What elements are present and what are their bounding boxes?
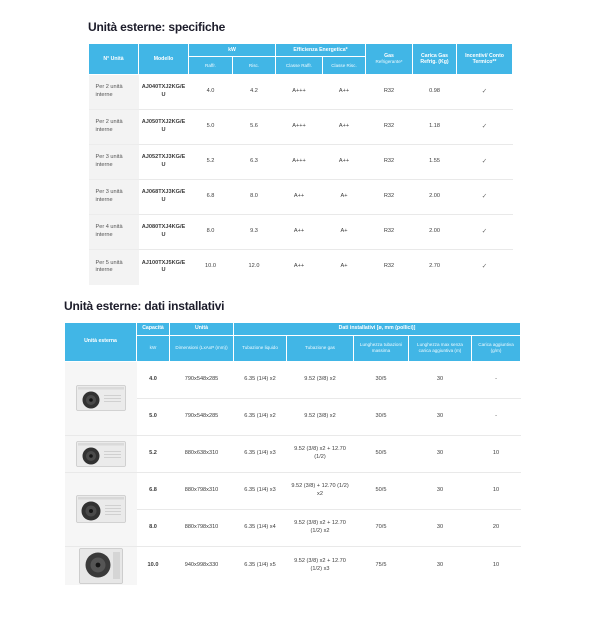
kw-heating-value: 12.0 bbox=[233, 250, 276, 285]
page-title-specs: Unità esterne: specifiche bbox=[88, 20, 226, 34]
outdoor-unit-image bbox=[79, 547, 123, 585]
row-label: Per 2 unità interne bbox=[89, 110, 139, 145]
table-row bbox=[65, 472, 521, 509]
max-length-value: 30/5 bbox=[354, 361, 409, 398]
additional-charge-value: - bbox=[472, 361, 521, 398]
header-additional-charge: Carica aggiuntiva (g/m) bbox=[478, 342, 514, 353]
max-length-no-charge-value: 30 bbox=[409, 546, 472, 585]
kw-heating-value: 8.0 bbox=[233, 180, 276, 215]
class-cooling-value: A+++ bbox=[276, 145, 323, 180]
table-row bbox=[89, 145, 513, 180]
table-row bbox=[89, 75, 513, 110]
specs-table-header bbox=[89, 44, 513, 75]
outdoor-unit-photo-cell bbox=[65, 361, 137, 435]
capacity-value: 10.0 bbox=[137, 546, 170, 585]
max-length-no-charge-value: 30 bbox=[409, 435, 472, 472]
additional-charge-value: - bbox=[472, 398, 521, 435]
outdoor-unit-image bbox=[76, 439, 126, 469]
header-gas-line1: Gas bbox=[384, 52, 394, 59]
max-length-value: 50/5 bbox=[354, 472, 409, 509]
kw-cooling-value: 8.0 bbox=[189, 215, 233, 250]
model-code: AJ068TXJ3KG/EU bbox=[139, 180, 189, 215]
check-icon: ✓ bbox=[457, 215, 513, 250]
class-cooling-value: A++ bbox=[276, 250, 323, 285]
row-label: Per 3 unità interne bbox=[89, 180, 139, 215]
additional-charge-value: 10 bbox=[472, 546, 521, 585]
gas-pipe-value: 9.52 (3/8) x2 + 12.70 (1/2) bbox=[287, 435, 354, 472]
model-code: AJ050TXJ2KG/EU bbox=[139, 110, 189, 145]
charge-value: 1.55 bbox=[413, 145, 457, 180]
charge-value: 2.00 bbox=[413, 180, 457, 215]
class-heating-value: A+ bbox=[323, 250, 366, 285]
dimensions-value: 790x548x285 bbox=[170, 361, 234, 398]
class-heating-value: A+ bbox=[323, 180, 366, 215]
table-row bbox=[89, 180, 513, 215]
dimensions-value: 880x798x310 bbox=[170, 509, 234, 546]
header-incentive: Incentivi/ Conto Termico** bbox=[465, 52, 504, 65]
outdoor-unit-photo-cell bbox=[65, 435, 137, 472]
liquid-pipe-value: 6.35 (1/4) x2 bbox=[234, 398, 287, 435]
gas-pipe-value: 9.52 (3/8) x2 bbox=[287, 361, 354, 398]
dimensions-value: 940x998x330 bbox=[170, 546, 234, 585]
section-specs bbox=[88, 20, 512, 285]
max-length-value: 50/5 bbox=[354, 435, 409, 472]
table-row bbox=[65, 435, 521, 472]
header-class-cooling: Classe Raffr. bbox=[285, 62, 313, 68]
header-unit-count: N° Unità bbox=[103, 55, 124, 62]
gas-pipe-value: 9.52 (3/8) x2 + 12.70 (1/2) x3 bbox=[287, 546, 354, 585]
capacity-value: 6.8 bbox=[137, 472, 170, 509]
header-kw-group: kW bbox=[228, 46, 236, 53]
table-row bbox=[89, 110, 513, 145]
kw-heating-value: 4.2 bbox=[233, 75, 276, 110]
max-length-no-charge-value: 30 bbox=[409, 509, 472, 546]
gas-pipe-value: 9.52 (3/8) x2 + 12.70 (1/2) x2 bbox=[287, 509, 354, 546]
class-cooling-value: A++ bbox=[276, 215, 323, 250]
header-kw-heating: Risc. bbox=[248, 62, 260, 68]
header-unit-group: Unità bbox=[195, 325, 208, 332]
gas-value: R32 bbox=[366, 75, 413, 110]
class-cooling-value: A+++ bbox=[276, 110, 323, 145]
liquid-pipe-value: 6.35 (1/4) x5 bbox=[234, 546, 287, 585]
header-install-group: Dati installativi [ø, mm (pollici)] bbox=[338, 325, 416, 332]
class-heating-value: A++ bbox=[323, 75, 366, 110]
gas-pipe-value: 9.52 (3/8) x2 bbox=[287, 398, 354, 435]
kw-cooling-value: 6.8 bbox=[189, 180, 233, 215]
page-title-install: Unità esterne: dati installativi bbox=[64, 298, 225, 313]
check-icon: ✓ bbox=[457, 110, 513, 145]
capacity-value: 4.0 bbox=[137, 361, 170, 398]
additional-charge-value: 20 bbox=[472, 509, 521, 546]
check-icon: ✓ bbox=[457, 145, 513, 180]
table-row bbox=[65, 546, 521, 585]
header-kw-cooling: Raffr. bbox=[205, 62, 216, 68]
header-capacity-kw: kW bbox=[149, 345, 157, 351]
kw-cooling-value: 5.2 bbox=[189, 145, 233, 180]
header-gas-charge: Carica Gas Refrig. (Kg) bbox=[420, 52, 449, 65]
dimensions-value: 790x548x285 bbox=[170, 398, 234, 435]
header-liquid-pipe: Tubazione liquido bbox=[242, 345, 278, 351]
capacity-value: 5.2 bbox=[137, 435, 170, 472]
gas-value: R32 bbox=[366, 180, 413, 215]
kw-heating-value: 9.3 bbox=[233, 215, 276, 250]
dimensions-value: 880x638x310 bbox=[170, 435, 234, 472]
liquid-pipe-value: 6.35 (1/4) x3 bbox=[234, 472, 287, 509]
liquid-pipe-value: 6.35 (1/4) x4 bbox=[234, 509, 287, 546]
dimensions-value: 880x798x310 bbox=[170, 472, 234, 509]
model-code: AJ052TXJ3KG/EU bbox=[139, 145, 189, 180]
charge-value: 0.98 bbox=[413, 75, 457, 110]
header-outdoor-unit: Unità esterna bbox=[84, 338, 117, 345]
gas-value: R32 bbox=[366, 110, 413, 145]
class-cooling-value: A+++ bbox=[276, 75, 323, 110]
kw-heating-value: 6.3 bbox=[233, 145, 276, 180]
max-length-value: 70/5 bbox=[354, 509, 409, 546]
row-label: Per 4 unità interne bbox=[89, 215, 139, 250]
header-max-length-no-charge: Lunghezza max senza carica aggiuntiva (m) bbox=[417, 342, 463, 353]
header-max-length: Lunghezza tubazioni massima bbox=[359, 342, 403, 353]
row-label: Per 3 unità interne bbox=[89, 145, 139, 180]
section-install bbox=[64, 299, 520, 585]
kw-heating-value: 5.6 bbox=[233, 110, 276, 145]
table-row bbox=[89, 250, 513, 285]
max-length-no-charge-value: 30 bbox=[409, 361, 472, 398]
outdoor-unit-photo-cell bbox=[65, 546, 137, 585]
additional-charge-value: 10 bbox=[472, 435, 521, 472]
class-heating-value: A++ bbox=[323, 145, 366, 180]
header-class-heating: Classe Risc. bbox=[331, 62, 357, 68]
outdoor-unit-photo-cell bbox=[65, 472, 137, 546]
outdoor-unit-image bbox=[76, 383, 126, 413]
max-length-value: 75/5 bbox=[354, 546, 409, 585]
table-row bbox=[65, 361, 521, 398]
max-length-no-charge-value: 30 bbox=[409, 472, 472, 509]
check-icon: ✓ bbox=[457, 75, 513, 110]
row-label: Per 5 unità interne bbox=[89, 250, 139, 285]
check-icon: ✓ bbox=[457, 250, 513, 285]
header-capacity: Capacità bbox=[142, 325, 164, 332]
gas-value: R32 bbox=[366, 145, 413, 180]
liquid-pipe-value: 6.35 (1/4) x2 bbox=[234, 361, 287, 398]
gas-pipe-value: 9.52 (3/8) + 12.70 (1/2) x2 bbox=[287, 472, 354, 509]
install-table bbox=[64, 322, 521, 585]
outdoor-unit-image bbox=[76, 493, 126, 525]
capacity-value: 8.0 bbox=[137, 509, 170, 546]
row-label: Per 2 unità interne bbox=[89, 75, 139, 110]
charge-value: 2.00 bbox=[413, 215, 457, 250]
charge-value: 1.18 bbox=[413, 110, 457, 145]
header-dimensions: Dimensioni (LxAxP (mm)) bbox=[175, 345, 228, 351]
header-efficiency-group: Efficienza Energetica* bbox=[293, 46, 348, 53]
model-code: AJ040TXJ2KG/EU bbox=[139, 75, 189, 110]
header-gas-line2: Refrigerante* bbox=[375, 59, 403, 65]
header-model: Modello bbox=[153, 55, 174, 62]
gas-value: R32 bbox=[366, 250, 413, 285]
kw-cooling-value: 10.0 bbox=[189, 250, 233, 285]
additional-charge-value: 10 bbox=[472, 472, 521, 509]
max-length-value: 30/5 bbox=[354, 398, 409, 435]
class-heating-value: A+ bbox=[323, 215, 366, 250]
capacity-value: 5.0 bbox=[137, 398, 170, 435]
charge-value: 2.70 bbox=[413, 250, 457, 285]
class-cooling-value: A++ bbox=[276, 180, 323, 215]
kw-cooling-value: 5.0 bbox=[189, 110, 233, 145]
max-length-no-charge-value: 30 bbox=[409, 398, 472, 435]
kw-cooling-value: 4.0 bbox=[189, 75, 233, 110]
install-table-header bbox=[65, 322, 521, 361]
table-row bbox=[89, 215, 513, 250]
liquid-pipe-value: 6.35 (1/4) x3 bbox=[234, 435, 287, 472]
specs-table bbox=[88, 43, 513, 285]
model-code: AJ080TXJ4KG/EU bbox=[139, 215, 189, 250]
model-code: AJ100TXJ5KG/EU bbox=[139, 250, 189, 285]
class-heating-value: A++ bbox=[323, 110, 366, 145]
check-icon: ✓ bbox=[457, 180, 513, 215]
header-gas-pipe: Tubazione gas bbox=[305, 345, 335, 351]
gas-value: R32 bbox=[366, 215, 413, 250]
